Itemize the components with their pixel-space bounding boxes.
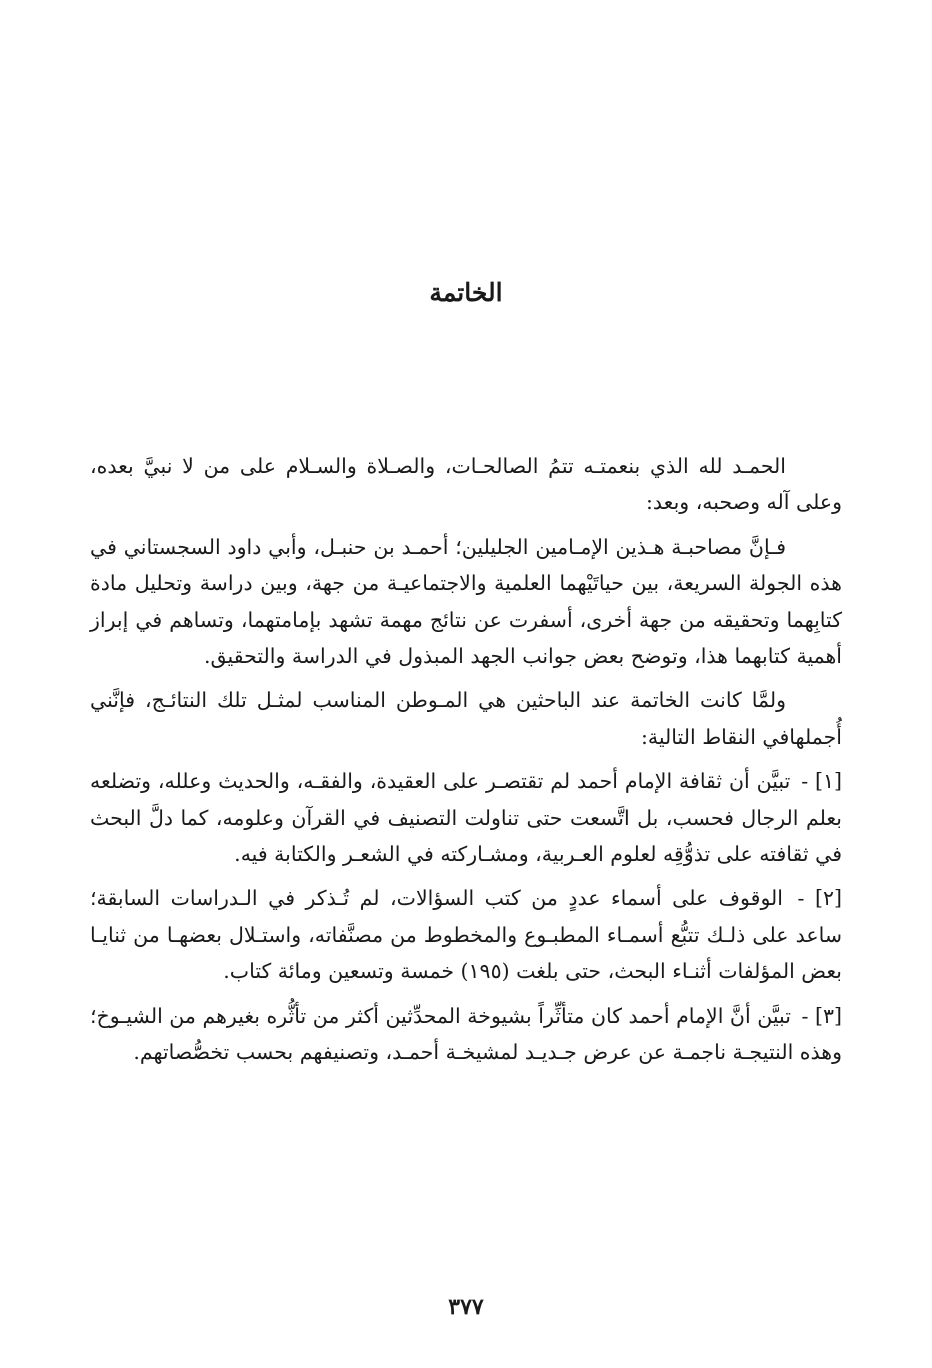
chapter-title: الخاتمة [429,278,503,307]
finding-number-1: [١] - [801,769,842,794]
page-body [90,448,842,1079]
paragraph-opening: الحمـد لله الذي بنعمتـه تتمُ الصالحـات، والصـلاة والسـلام على من لا نبيَّ بعده، وعلى آله وصحبه، وبعد: [90,454,842,515]
paragraph-intro: فـإنَّ مصاحبـة هـذين الإمـامين الجليلين؛ أحمـد بن حنبـل، وأبي داود السجستاني في هذه الجولة السريعة، بين حياتَيْهما العلمية والاجتماعيـة من جهة، وبين دراسة وتحليل مادة كتابِهما وتحقيقه من جهة أخرى، أسفرت عن نتائج مهمة تشهد بإمامتهما، وتساهم في إبراز أهمية كتابهما هذا، وتوضح بعض جوانب الجهد المبذول في الدراسة والتحقيق. [90,534,842,669]
finding-text-1: تبيَّن أن ثقافة الإمام أحمد لم تقتصـر على العقيدة، والفقـه، والحديث وعلله، وتضلعه بعلم الرجال فحسب، بل اتَّسعت حتى تناولت التصنيف في القرآن وعلومه، كما دلَّ البحث في ثقافته على تذوُّقِه لعلوم العـربية، ومشـاركته في الشعـر والكتابة فيه. [90,769,842,867]
finding-item-3 [90,998,842,1071]
paragraph-transition: ولمَّا كانت الخاتمة عند الباحثين هي المـوطن المناسب لمثـل تلك النتائـج، فإنَّني أُجملهافي النقاط التالية: [90,688,842,749]
finding-item-1 [90,763,842,872]
finding-number-2: [٢] - [797,886,842,911]
finding-item-2 [90,880,842,989]
finding-number-3: [٣] - [801,1003,842,1028]
page-number: ٣٧٧ [448,1294,484,1320]
finding-text-2: الوقوف على أسماء عددٍ من كتب السؤالات، لم تُـذكر في الـدراسات السابقة؛ ساعد على ذلـك تتبُّع أسمـاء المطبـوع والمخطوط من مصنَّفاته، واستـلال بعضهـا من ثنايـا بعض المؤلفات أثنـاء البحث، حتى بلغت (١٩٥) خمسة وتسعين ومائة كتاب. [90,886,842,984]
finding-text-3: تبيَّن أنَّ الإمام أحمد كان متأثِّراً بشيوخة المحدِّثين أكثر من تأثُّره بغيرهم من الشيـوخ؛ وهذه النتيجـة ناجمـة عن عرض جـديـد لمشيخـة أحمـد، وتصنيفهم بحسب تخصُّصاتهم. [90,1003,842,1065]
